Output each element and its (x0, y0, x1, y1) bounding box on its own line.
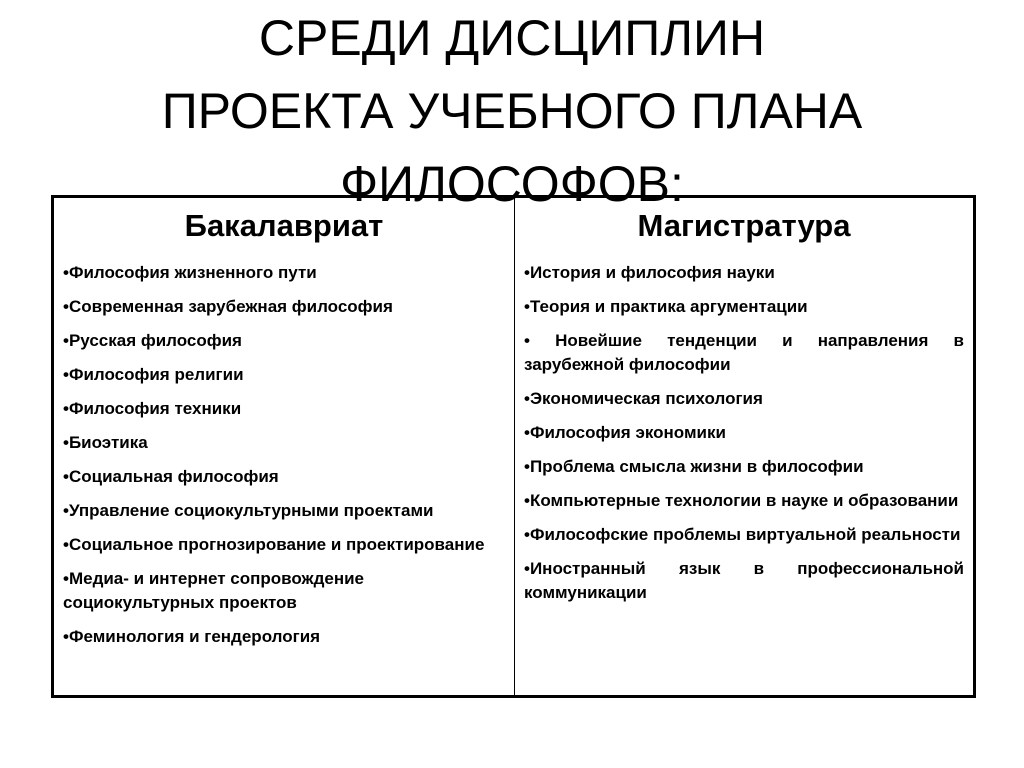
master-item: •Философские проблемы виртуальной реальности (524, 525, 961, 544)
master-item: •Иностранный язык в профессиональной коммуникации (524, 559, 964, 602)
bachelor-header: Бакалавриат (184, 208, 384, 243)
master-item: •Компьютерные технологии в науке и образовании (524, 491, 959, 510)
master-column (515, 198, 973, 695)
bachelor-item: •Управление социокультурными проектами (63, 501, 434, 520)
bachelor-column (54, 198, 515, 695)
slide-title-line-2: ПРОЕКТА УЧЕБНОГО ПЛАНА (161, 83, 863, 139)
bachelor-item: •Философия религии (63, 365, 244, 384)
master-item: • Новейшие тенденции и направления в зарубежной философии (524, 331, 964, 374)
bachelor-item: •Философия жизненного пути (63, 263, 317, 282)
bachelor-item: •Русская философия (63, 331, 242, 350)
master-item: •Философия экономики (524, 423, 726, 442)
bachelor-item: •Биоэтика (63, 433, 148, 452)
bachelor-item: •Медиа- и интернет сопровождение социокультурных проектов (63, 569, 364, 612)
master-item: •Теория и практика аргументации (524, 297, 808, 316)
bachelor-item: •Современная зарубежная философия (63, 297, 393, 316)
master-header: Магистратура (637, 208, 851, 243)
master-item: •Экономическая психология (524, 389, 763, 408)
disciplines-table (51, 195, 976, 698)
master-item: •Проблема смысла жизни в философии (524, 457, 864, 476)
bachelor-item: •Феминология и гендерология (63, 627, 321, 646)
slide-title (0, 2, 1024, 221)
bachelor-list (63, 261, 505, 649)
master-list (524, 261, 964, 605)
bachelor-item: •Философия техники (63, 399, 242, 418)
bachelor-item: •Социальное прогнозирование и проектирование (63, 535, 485, 554)
master-item: •История и философия науки (524, 263, 775, 282)
slide-title-line-1: СРЕДИ ДИСЦИПЛИН (258, 10, 766, 66)
bachelor-item: •Социальная философия (63, 467, 279, 486)
slide-title-line-3: ФИЛОСОФОВ: (340, 156, 684, 212)
